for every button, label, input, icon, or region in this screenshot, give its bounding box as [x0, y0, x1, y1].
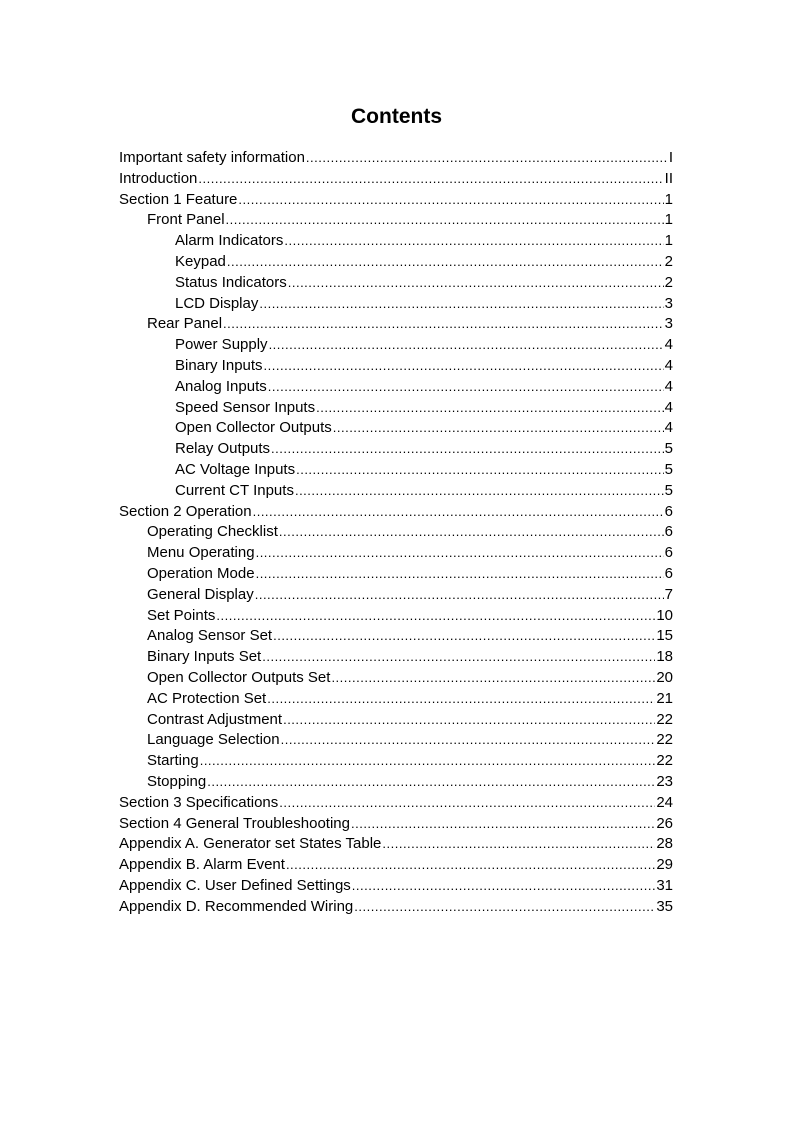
toc-entry[interactable]: [119, 730, 673, 751]
toc-entry[interactable]: [119, 814, 673, 835]
toc-dot-leader: [271, 439, 664, 460]
toc-entry[interactable]: [119, 647, 673, 668]
toc-entry-label: Analog Inputs: [175, 377, 267, 395]
toc-entry[interactable]: [119, 314, 673, 335]
toc-entry[interactable]: [119, 876, 673, 897]
toc-entry-page-number: 6: [664, 544, 673, 562]
toc-entry-page-number: 4: [664, 356, 673, 374]
toc-entry-label: Appendix A. Generator set States Table: [119, 835, 382, 853]
toc-dot-leader: [286, 855, 655, 876]
toc-entry[interactable]: [119, 606, 673, 627]
toc-entry[interactable]: [119, 273, 673, 294]
toc-dot-leader: [283, 710, 655, 731]
toc-dot-leader: [253, 502, 664, 523]
toc-entry-page-number: 5: [664, 481, 673, 499]
toc-dot-leader: [331, 668, 655, 689]
toc-dot-leader: [352, 876, 656, 897]
toc-dot-leader: [284, 231, 663, 252]
toc-entry-page-number: 31: [656, 876, 673, 894]
toc-entry-page-number: 6: [664, 502, 673, 520]
toc-entry-label: Appendix D. Recommended Wiring: [119, 897, 354, 915]
toc-entry[interactable]: [119, 689, 673, 710]
toc-entry-label: Relay Outputs: [175, 440, 271, 458]
toc-entry-page-number: 26: [656, 814, 673, 832]
toc-dot-leader: [259, 294, 663, 315]
toc-dot-leader: [273, 626, 655, 647]
toc-entry-label: Language Selection: [147, 731, 280, 749]
toc-entry[interactable]: [119, 668, 673, 689]
toc-dot-leader: [207, 772, 655, 793]
toc-dot-leader: [227, 252, 664, 273]
toc-entry-page-number: 2: [664, 252, 673, 270]
toc-entry-page-number: I: [668, 149, 673, 166]
toc-entry-label: Section 4 General Troubleshooting: [119, 814, 350, 832]
toc-entry[interactable]: [119, 460, 673, 481]
toc-dot-leader: [382, 834, 655, 855]
toc-entry-page-number: 29: [656, 856, 673, 874]
toc-entry-page-number: 24: [656, 793, 673, 811]
toc-entry-page-number: 5: [664, 460, 673, 478]
toc-entry-label: Current CT Inputs: [175, 481, 294, 499]
toc-dot-leader: [256, 564, 664, 585]
toc-entry-label: Power Supply: [175, 336, 268, 354]
toc-entry[interactable]: [119, 418, 673, 439]
toc-entry-label: Status Indicators: [175, 273, 287, 291]
toc-dot-leader: [288, 273, 664, 294]
toc-entry-page-number: 18: [656, 648, 673, 666]
toc-entry[interactable]: [119, 564, 673, 585]
toc-dot-leader: [216, 606, 655, 627]
toc-entry-label: Menu Operating: [147, 544, 255, 562]
toc-entry[interactable]: [119, 502, 673, 523]
toc-entry-page-number: 10: [656, 606, 673, 624]
toc-entry-label: Alarm Indicators: [175, 232, 284, 250]
toc-entry-label: General Display: [147, 585, 254, 603]
toc-entry-label: Appendix C. User Defined Settings: [119, 876, 351, 894]
toc-entry-page-number: 20: [656, 668, 673, 686]
toc-entry-page-number: 6: [664, 523, 673, 541]
toc-entry-label: AC Protection Set: [147, 689, 267, 707]
toc-dot-leader: [351, 814, 655, 835]
toc-entry-label: Set Points: [147, 606, 216, 624]
toc-entry-label: Keypad: [175, 252, 226, 270]
toc-entry-label: Appendix B. Alarm Event: [119, 856, 285, 874]
toc-entry-page-number: 4: [664, 419, 673, 437]
toc-entry[interactable]: [119, 294, 673, 315]
toc-entry[interactable]: [119, 190, 673, 211]
toc-entry-page-number: 4: [664, 377, 673, 395]
toc-entry-label: AC Voltage Inputs: [175, 460, 296, 478]
page-title: Contents: [351, 105, 442, 128]
toc-entry[interactable]: [119, 543, 673, 564]
toc-entry-page-number: 1: [664, 232, 673, 250]
toc-dot-leader: [333, 418, 664, 439]
table-of-contents: [119, 148, 673, 917]
toc-dot-leader: [226, 210, 664, 231]
toc-entry-label: Front Panel: [147, 211, 225, 229]
toc-entry-page-number: 4: [664, 336, 673, 354]
toc-entry[interactable]: [119, 834, 673, 855]
toc-entry-page-number: 15: [656, 627, 673, 645]
toc-entry-label: Important safety information: [119, 149, 305, 166]
toc-dot-leader: [306, 148, 668, 169]
toc-dot-leader: [198, 169, 663, 190]
toc-entry[interactable]: [119, 897, 673, 918]
toc-entry[interactable]: [119, 481, 673, 502]
toc-entry-label: LCD Display: [175, 294, 259, 312]
toc-entry-page-number: 6: [664, 564, 673, 582]
toc-dot-leader: [238, 190, 663, 211]
toc-dot-leader: [279, 793, 655, 814]
toc-entry[interactable]: [119, 148, 673, 169]
toc-entry-page-number: 23: [656, 772, 673, 790]
toc-entry-page-number: 35: [656, 897, 673, 915]
toc-dot-leader: [200, 751, 656, 772]
toc-dot-leader: [281, 730, 656, 751]
toc-entry-page-number: 3: [664, 315, 673, 333]
toc-entry[interactable]: [119, 377, 673, 398]
toc-entry-label: Introduction: [119, 169, 198, 187]
toc-entry[interactable]: [119, 522, 673, 543]
toc-dot-leader: [256, 543, 664, 564]
toc-entry[interactable]: [119, 335, 673, 356]
toc-entry[interactable]: [119, 439, 673, 460]
toc-entry[interactable]: [119, 585, 673, 606]
toc-entry-page-number: 1: [664, 211, 673, 229]
toc-entry[interactable]: [119, 252, 673, 273]
toc-entry[interactable]: [119, 793, 673, 814]
toc-dot-leader: [296, 460, 664, 481]
toc-entry-label: Section 3 Specifications: [119, 793, 279, 811]
toc-entry-page-number: 22: [656, 710, 673, 728]
toc-dot-leader: [264, 356, 664, 377]
toc-dot-leader: [223, 314, 664, 335]
toc-entry-label: Rear Panel: [147, 315, 223, 333]
toc-entry-label: Open Collector Outputs: [175, 419, 332, 437]
toc-entry-page-number: 1: [664, 190, 673, 208]
toc-dot-leader: [267, 689, 655, 710]
toc-entry-label: Binary Inputs: [175, 356, 263, 374]
toc-entry[interactable]: [119, 710, 673, 731]
toc-entry-page-number: 7: [664, 585, 673, 603]
toc-entry-label: Contrast Adjustment: [147, 710, 283, 728]
toc-entry-label: Binary Inputs Set: [147, 648, 262, 666]
toc-entry-label: Speed Sensor Inputs: [175, 398, 316, 416]
toc-entry-label: Stopping: [147, 772, 207, 790]
toc-entry-label: Operation Mode: [147, 564, 255, 582]
toc-dot-leader: [255, 585, 664, 606]
toc-dot-leader: [295, 481, 664, 502]
toc-entry-page-number: 3: [664, 294, 673, 312]
toc-entry-label: Analog Sensor Set: [147, 627, 273, 645]
toc-entry-label: Section 2 Operation: [119, 502, 252, 520]
toc-dot-leader: [268, 377, 664, 398]
toc-dot-leader: [279, 522, 664, 543]
toc-entry[interactable]: [119, 855, 673, 876]
toc-entry[interactable]: [119, 356, 673, 377]
toc-entry-page-number: 28: [656, 835, 673, 853]
toc-entry-page-number: 22: [656, 731, 673, 749]
toc-entry[interactable]: [119, 398, 673, 419]
toc-entry-label: Open Collector Outputs Set: [147, 668, 331, 686]
toc-entry-page-number: 22: [656, 752, 673, 770]
toc-dot-leader: [269, 335, 664, 356]
toc-entry[interactable]: [119, 751, 673, 772]
toc-entry[interactable]: [119, 210, 673, 231]
toc-entry-page-number: 5: [664, 440, 673, 458]
toc-entry[interactable]: [119, 772, 673, 793]
toc-entry-label: Operating Checklist: [147, 523, 278, 541]
toc-entry[interactable]: [119, 169, 673, 190]
toc-dot-leader: [262, 647, 655, 668]
toc-entry[interactable]: [119, 626, 673, 647]
toc-entry-page-number: 4: [664, 398, 673, 416]
toc-entry-page-number: 2: [664, 273, 673, 291]
toc-dot-leader: [354, 897, 655, 918]
toc-entry-label: Section 1 Feature: [119, 190, 238, 208]
toc-entry-page-number: II: [664, 169, 673, 187]
toc-dot-leader: [316, 398, 664, 419]
toc-entry-page-number: 21: [656, 689, 673, 707]
toc-entry[interactable]: [119, 231, 673, 252]
toc-entry-label: Starting: [147, 752, 199, 770]
